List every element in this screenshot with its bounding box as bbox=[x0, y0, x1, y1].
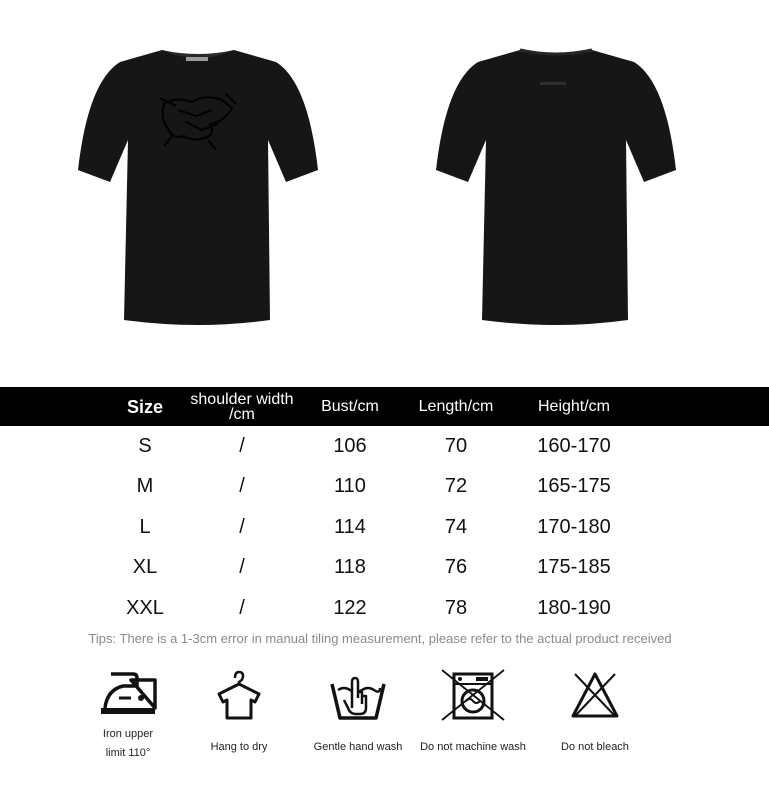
care-instructions bbox=[0, 668, 769, 788]
iron-label-line1: Iron upper bbox=[102, 728, 154, 740]
care-item-iron bbox=[66, 668, 190, 763]
cell-length: 76 bbox=[444, 556, 468, 578]
cell-size: XXL bbox=[126, 596, 164, 619]
cell-shoulder: / bbox=[239, 556, 245, 578]
header-shoulder-line2: /cm bbox=[229, 405, 255, 423]
tshirt-back-image bbox=[434, 44, 678, 330]
cell-shoulder: / bbox=[239, 515, 245, 538]
size-chart-table bbox=[0, 387, 769, 629]
header-shoulder-width bbox=[178, 387, 306, 426]
table-header bbox=[0, 387, 769, 426]
no-machine-wash-label: Do not machine wash bbox=[420, 741, 526, 753]
hang-label: Hang to dry bbox=[210, 741, 268, 753]
cell-bust: 106 bbox=[333, 434, 367, 457]
product-photos bbox=[0, 0, 769, 380]
care-item-no-machine-wash bbox=[411, 668, 535, 757]
header-size: Size bbox=[126, 396, 164, 417]
no-bleach-label: Do not bleach bbox=[561, 741, 629, 753]
hanger-shirt-icon bbox=[215, 668, 263, 722]
cell-height: 175-185 bbox=[537, 556, 611, 578]
table-row bbox=[0, 588, 769, 629]
table-row bbox=[0, 507, 769, 548]
table-row bbox=[0, 548, 769, 589]
cell-bust: 114 bbox=[334, 515, 366, 538]
cell-size: S bbox=[138, 434, 152, 457]
header-length: Length/cm bbox=[418, 397, 494, 415]
iron-label-line2: limit 110° bbox=[105, 747, 151, 759]
cell-length: 74 bbox=[444, 515, 468, 538]
care-item-no-bleach bbox=[533, 668, 657, 757]
care-item-hand-wash bbox=[296, 668, 420, 757]
measurement-tips: Tips: There is a 1-3cm error in manual tiling measurement, please refer to the actual product received bbox=[88, 631, 672, 646]
cell-size: M bbox=[136, 475, 154, 497]
cell-height: 170-180 bbox=[537, 515, 611, 538]
cell-bust: 122 bbox=[333, 596, 367, 619]
care-item-hang bbox=[177, 668, 301, 757]
no-bleach-icon bbox=[569, 668, 621, 722]
cell-bust: 110 bbox=[334, 475, 366, 497]
cell-shoulder: / bbox=[239, 434, 245, 457]
table-row bbox=[0, 426, 769, 467]
cell-size: XL bbox=[132, 556, 158, 578]
cell-bust: 118 bbox=[334, 556, 366, 578]
cell-height: 165-175 bbox=[537, 475, 611, 497]
tshirt-front-image bbox=[76, 44, 320, 330]
cell-length: 70 bbox=[444, 434, 468, 457]
cell-shoulder: / bbox=[239, 596, 245, 619]
header-bust: Bust/cm bbox=[321, 397, 379, 415]
cell-height: 180-190 bbox=[537, 596, 611, 619]
iron-icon bbox=[97, 668, 159, 718]
hand-wash-icon bbox=[328, 668, 388, 722]
cell-height: 160-170 bbox=[537, 434, 611, 457]
table-row bbox=[0, 467, 769, 508]
cell-size: L bbox=[139, 515, 151, 538]
cell-shoulder: / bbox=[239, 475, 245, 497]
hand-wash-label: Gentle hand wash bbox=[313, 741, 403, 753]
cell-length: 78 bbox=[444, 596, 468, 619]
no-machine-wash-icon bbox=[438, 668, 508, 722]
header-height: Height/cm bbox=[537, 397, 611, 415]
header-shoulder-line1: shoulder width bbox=[190, 390, 294, 408]
cell-length: 72 bbox=[444, 475, 468, 497]
